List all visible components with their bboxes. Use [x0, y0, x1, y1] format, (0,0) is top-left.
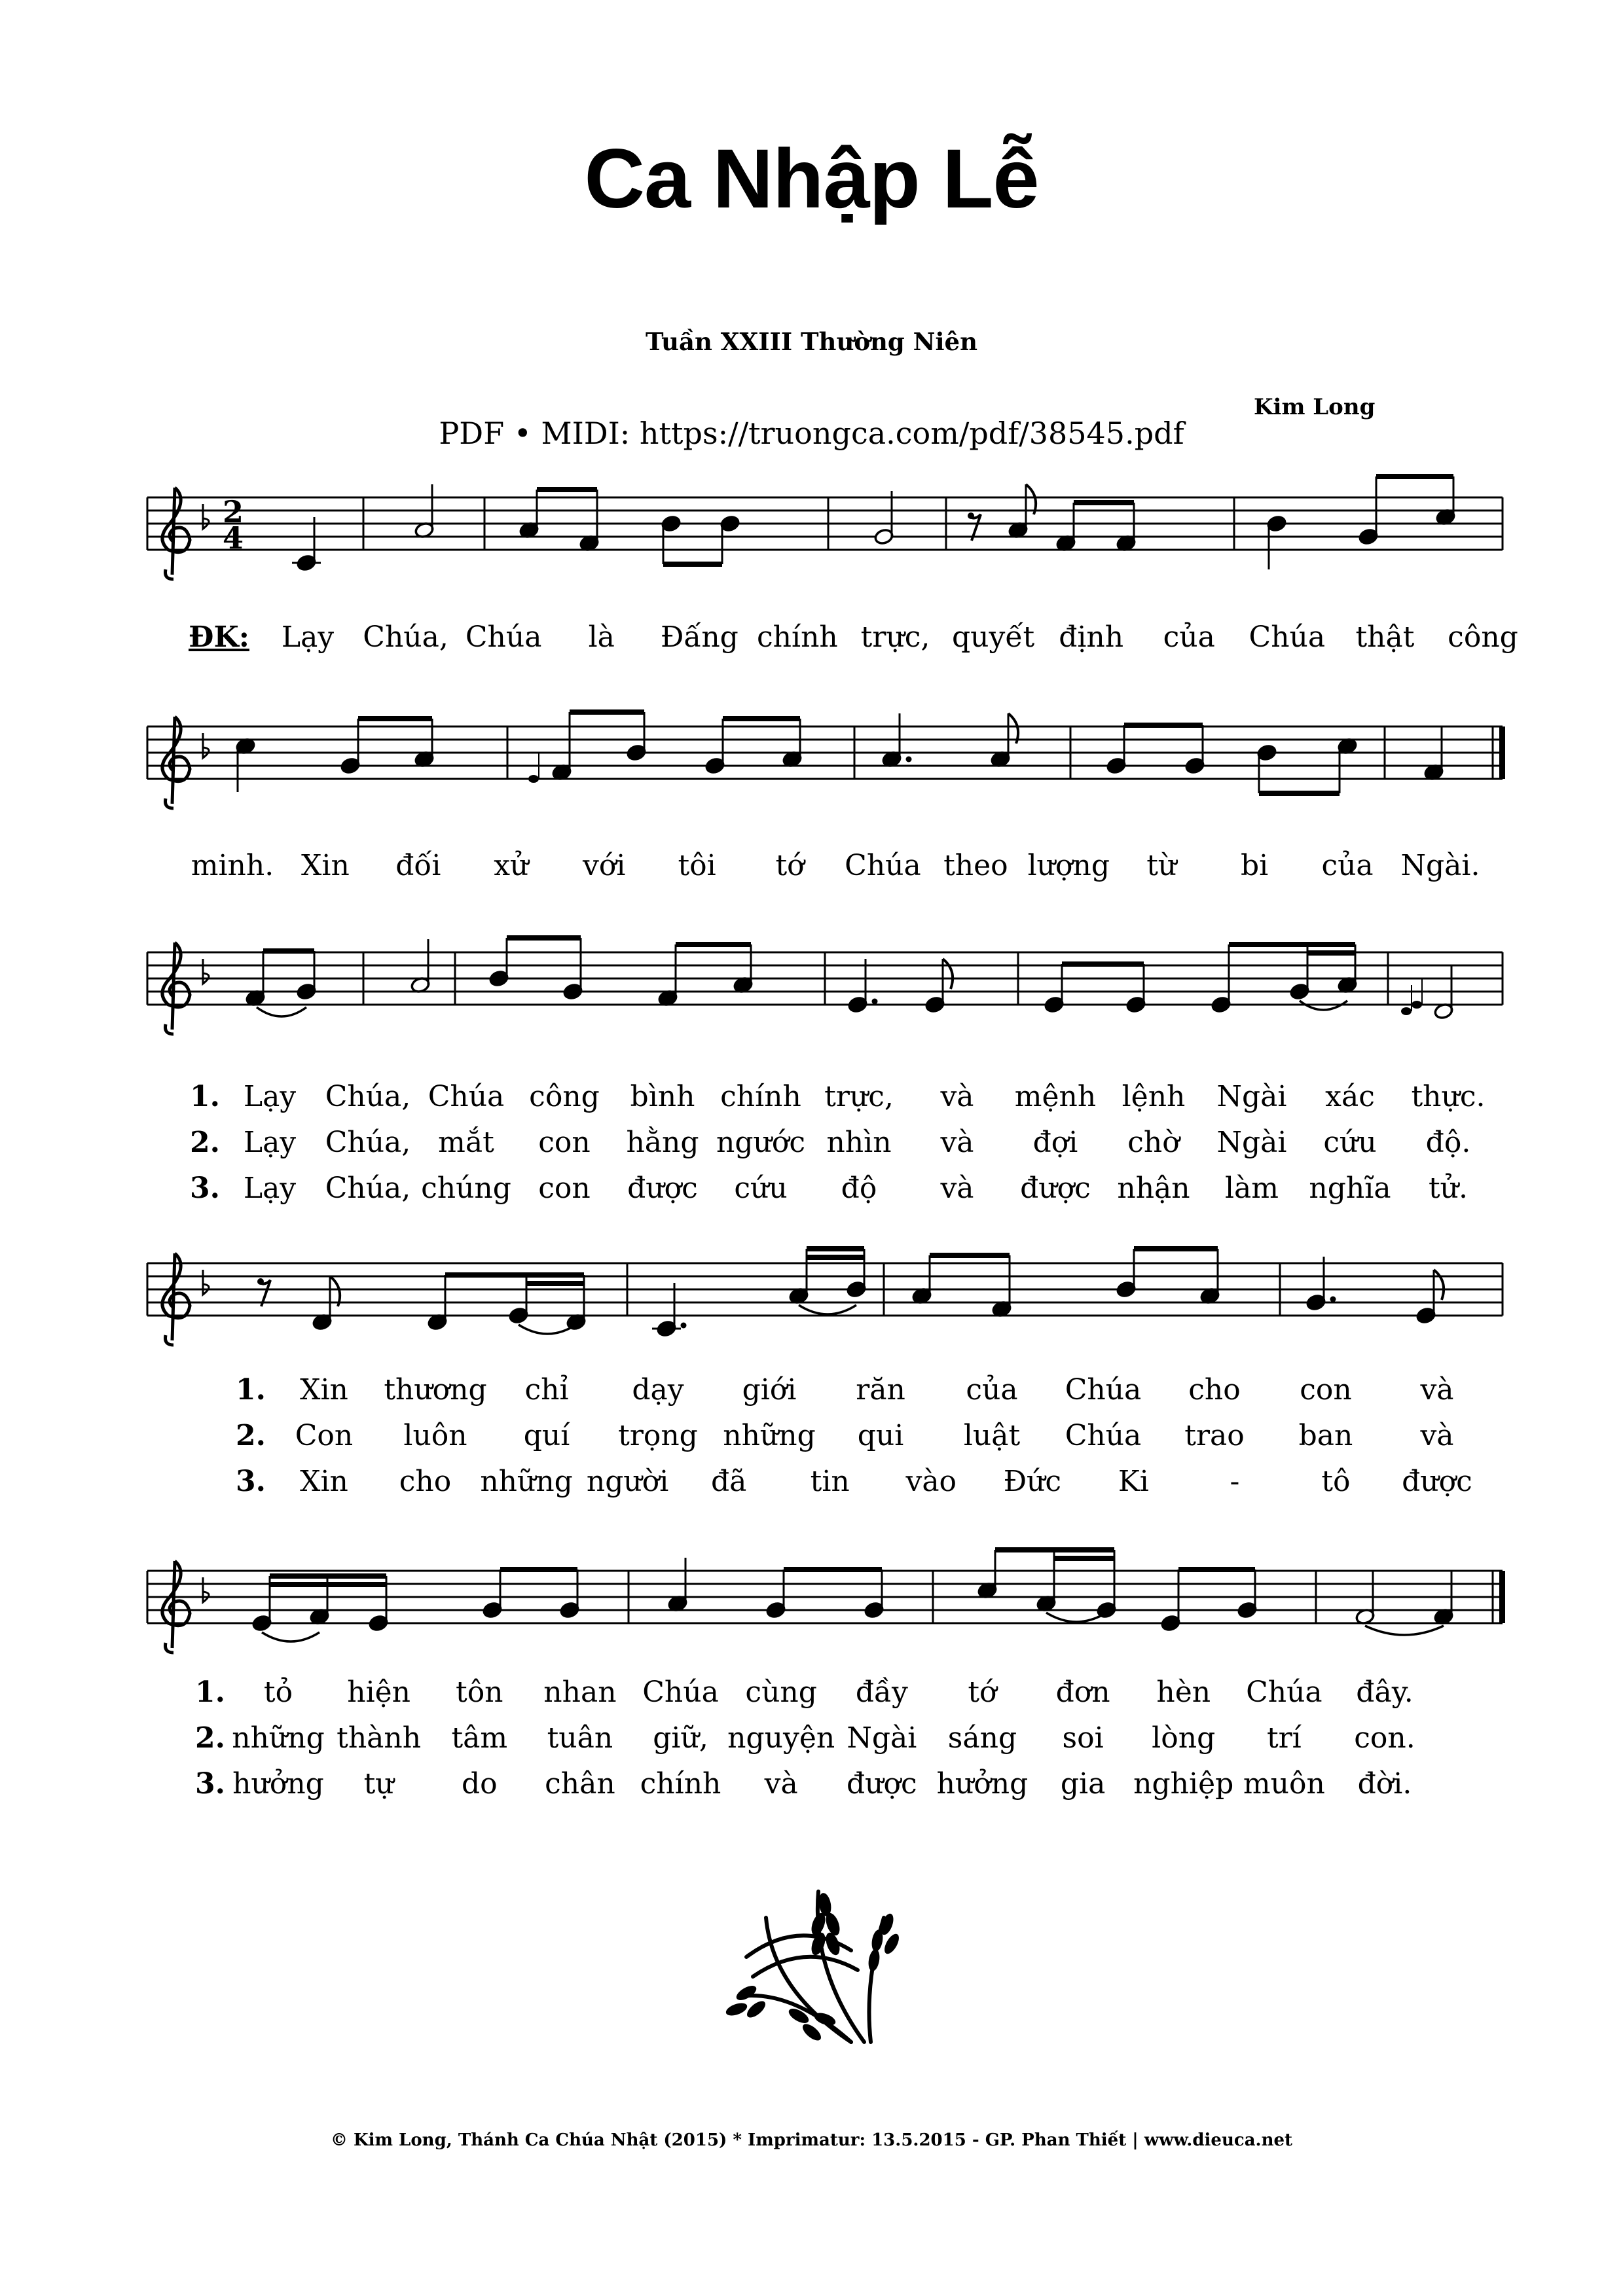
- verse-number: 3.: [236, 1465, 266, 1498]
- lyric-syllable: cho: [1188, 1373, 1241, 1407]
- lyric-syllable: Chúa,: [325, 1080, 411, 1113]
- lyric-syllable: nhan: [543, 1676, 617, 1709]
- slur: [1046, 1613, 1106, 1622]
- lyric-syllable: Xin: [300, 1373, 348, 1407]
- grace-note: [528, 775, 539, 783]
- flat-icon: [203, 504, 209, 529]
- lyric-syllable: và: [764, 1767, 798, 1801]
- lyric-syllable: Chúa: [1246, 1676, 1322, 1709]
- lyric-syllable: Chúa,: [325, 1172, 411, 1205]
- lyric-syllable: hưởng: [936, 1767, 1029, 1801]
- pdf-midi-link[interactable]: PDF • MIDI: https://truongca.com/pdf/38545.pdf: [439, 416, 1184, 451]
- lyric-syllable: chân: [545, 1767, 615, 1801]
- verse-number: 1.: [190, 1080, 220, 1113]
- slur: [257, 1007, 306, 1016]
- lyric-syllable: định: [1059, 620, 1124, 654]
- lyric-syllable: người: [586, 1465, 669, 1498]
- lyric-syllable: vào: [905, 1465, 957, 1498]
- lyric-syllable: nhận: [1117, 1172, 1190, 1205]
- lyric-syllable: tự: [363, 1767, 394, 1801]
- composer: Kim Long: [1254, 394, 1376, 420]
- lyric-syllable: tỏ: [263, 1676, 293, 1709]
- treble-clef-icon: [162, 1253, 190, 1345]
- lyric-syllable: đợi: [1032, 1126, 1078, 1159]
- page-title: Ca Nhập Lễ: [584, 132, 1039, 226]
- lyric-syllable: tuân: [547, 1721, 613, 1755]
- lyric-syllable: Đấng: [660, 620, 739, 654]
- lyric-syllable: cứu: [734, 1172, 788, 1205]
- lyric-syllable: được: [1402, 1465, 1472, 1498]
- lyric-syllable: nghiệp: [1133, 1767, 1234, 1801]
- lyric-syllable: quyết: [952, 620, 1035, 654]
- final-barline: [1499, 1571, 1505, 1623]
- lyric-syllable: tin: [810, 1465, 850, 1498]
- lyric-syllable: tớ: [775, 849, 805, 882]
- subtitle: Tuần XXIII Thường Niên: [646, 327, 977, 356]
- treble-clef-icon: [162, 488, 190, 579]
- lyric-syllable: minh.: [191, 849, 274, 882]
- lyric-syllable: răn: [856, 1373, 905, 1407]
- lyric-syllable: chính: [720, 1080, 801, 1113]
- lyric-syllable: do: [461, 1767, 498, 1801]
- lyric-syllable: Chúa: [428, 1080, 505, 1113]
- time-signature-top: 2: [223, 494, 244, 529]
- refrain-label: ĐK:: [189, 620, 249, 654]
- lyric-syllable: Xin: [300, 1465, 348, 1498]
- staff-system-4: [0, 1224, 1623, 1394]
- staff-system-3: [0, 913, 1623, 1083]
- lyric-syllable: Chúa: [845, 849, 921, 882]
- lyric-syllable: được: [1020, 1172, 1091, 1205]
- lyric-syllable: đầy: [855, 1676, 908, 1709]
- lyric-syllable: tử.: [1428, 1172, 1468, 1205]
- lyric-syllable: được: [846, 1767, 917, 1801]
- lyric-syllable: hèn: [1156, 1676, 1211, 1709]
- lyric-syllable: sáng: [947, 1721, 1017, 1755]
- eighth-rest: [257, 1278, 264, 1285]
- lyric-syllable: bình: [630, 1080, 695, 1113]
- lyric-syllable: đối: [395, 849, 441, 882]
- lyric-syllable: Chúa: [1065, 1373, 1142, 1407]
- slur: [262, 1632, 319, 1641]
- staff-system-2: [0, 687, 1623, 857]
- lyric-syllable: của: [966, 1373, 1018, 1407]
- lyric-syllable: quí: [523, 1419, 570, 1452]
- lyric-syllable: Chúa,: [363, 620, 448, 654]
- lyric-syllable: và: [940, 1080, 974, 1113]
- lyric-syllable: Ki: [1118, 1465, 1149, 1498]
- lyric-syllable: và: [1420, 1419, 1454, 1452]
- verse-number: 2.: [190, 1126, 220, 1159]
- lyric-syllable: ngước: [716, 1126, 805, 1159]
- grace-note: [1412, 1001, 1422, 1009]
- lyric-syllable: và: [1420, 1373, 1454, 1407]
- slur: [799, 1305, 856, 1314]
- lyric-syllable: trọng: [618, 1419, 698, 1452]
- lyric-syllable: Chúa: [1065, 1419, 1142, 1452]
- lyric-syllable: con: [538, 1172, 591, 1205]
- lyric-syllable: chính: [640, 1767, 721, 1801]
- lyric-syllable: Con: [295, 1419, 354, 1452]
- lyric-syllable: chờ: [1127, 1126, 1180, 1159]
- lyric-syllable: luật: [963, 1419, 1021, 1452]
- lyric-syllable: cứu: [1323, 1126, 1377, 1159]
- lyric-syllable: con.: [1354, 1721, 1415, 1755]
- lyric-syllable: thương: [384, 1373, 487, 1407]
- lyric-syllable: con: [538, 1126, 591, 1159]
- lyric-syllable: Xin: [301, 849, 350, 882]
- lyric-syllable: -: [1230, 1465, 1240, 1498]
- verse-number: 3.: [190, 1172, 220, 1205]
- lyric-syllable: những: [480, 1465, 573, 1498]
- lyric-syllable: và: [940, 1172, 974, 1205]
- verse-number: 1.: [236, 1373, 266, 1407]
- lyric-syllable: gia: [1060, 1767, 1106, 1801]
- lyric-syllable: con: [1300, 1373, 1352, 1407]
- flat-icon: [203, 959, 209, 984]
- treble-clef-icon: [162, 942, 190, 1034]
- lyric-syllable: thành: [337, 1721, 422, 1755]
- lyric-syllable: qui: [857, 1419, 904, 1452]
- lyric-syllable: bi: [1241, 849, 1269, 882]
- staff-system-1: [0, 458, 1623, 628]
- lyric-syllable: Lạy: [243, 1172, 297, 1205]
- lyric-syllable: lệnh: [1122, 1080, 1186, 1113]
- lyric-syllable: chỉ: [524, 1373, 569, 1407]
- lyric-syllable: xác: [1325, 1080, 1375, 1113]
- lyric-syllable: dạy: [632, 1373, 684, 1407]
- lyric-syllable: Chúa: [1249, 620, 1326, 654]
- flat-icon: [203, 1577, 209, 1602]
- lyric-syllable: những: [232, 1721, 325, 1755]
- lyric-syllable: trao: [1184, 1419, 1245, 1452]
- lyric-syllable: Lạy: [281, 620, 335, 654]
- augmentation-dot: [872, 999, 878, 1005]
- lyric-syllable: những: [723, 1419, 816, 1452]
- lyric-syllable: Chúa,: [325, 1126, 411, 1159]
- slur: [1365, 1626, 1444, 1635]
- lyric-syllable: làm: [1224, 1172, 1279, 1205]
- wheat-sheaf-icon: [720, 1878, 917, 2062]
- final-barline: [1499, 726, 1505, 779]
- lyric-syllable: đây.: [1356, 1676, 1413, 1709]
- verse-number: 2.: [195, 1721, 225, 1755]
- lyric-syllable: đời.: [1357, 1767, 1412, 1801]
- lyric-syllable: chính: [757, 620, 838, 654]
- lyric-syllable: lòng: [1152, 1721, 1216, 1755]
- treble-clef-icon: [162, 1561, 190, 1653]
- lyric-syllable: thật: [1355, 620, 1415, 654]
- lyric-syllable: độ: [841, 1172, 877, 1205]
- lyric-syllable: là: [588, 620, 615, 654]
- augmentation-dot: [681, 1323, 687, 1329]
- verse-number: 1.: [195, 1676, 225, 1709]
- lyric-syllable: soi: [1062, 1721, 1104, 1755]
- lyric-syllable: Lạy: [243, 1080, 297, 1113]
- lyric-syllable: tô: [1321, 1465, 1351, 1498]
- lyric-syllable: công: [529, 1080, 600, 1113]
- lyric-syllable: hiện: [347, 1676, 411, 1709]
- lyric-syllable: hưởng: [232, 1767, 324, 1801]
- augmentation-dot: [1330, 1297, 1336, 1302]
- lyric-syllable: nghĩa: [1309, 1172, 1391, 1205]
- lyric-syllable: và: [940, 1126, 974, 1159]
- lyric-syllable: trí: [1266, 1721, 1302, 1755]
- lyric-syllable: luôn: [403, 1419, 467, 1452]
- lyric-syllable: cùng: [745, 1676, 817, 1709]
- lyric-syllable: theo: [943, 849, 1008, 882]
- note-flag: [943, 959, 953, 989]
- lyric-syllable: chúng: [421, 1172, 511, 1205]
- treble-clef-icon: [162, 717, 190, 808]
- lyric-syllable: tôi: [678, 849, 716, 882]
- lyric-syllable: xử: [494, 849, 529, 882]
- lyric-syllable: Đức: [1003, 1465, 1062, 1498]
- lyric-syllable: muôn: [1243, 1767, 1325, 1801]
- lyric-syllable: Ngài.: [1400, 849, 1480, 882]
- note-flag: [1434, 1270, 1444, 1300]
- lyric-syllable: đơn: [1055, 1676, 1110, 1709]
- lyric-syllable: nguyện: [727, 1721, 835, 1755]
- lyric-syllable: lượng: [1027, 849, 1110, 882]
- lyric-syllable: mắt: [438, 1126, 494, 1159]
- verse-number: 2.: [236, 1419, 266, 1452]
- lyric-syllable: độ.: [1425, 1126, 1471, 1159]
- lyric-syllable: trực,: [860, 620, 930, 654]
- lyric-syllable: hằng: [626, 1126, 699, 1159]
- lyric-syllable: Ngài: [1216, 1080, 1287, 1113]
- lyric-syllable: Ngài: [847, 1721, 917, 1755]
- lyric-syllable: đã: [710, 1465, 747, 1498]
- lyric-syllable: giới: [742, 1373, 797, 1407]
- eighth-rest: [968, 512, 974, 519]
- grace-note: [1401, 1007, 1412, 1015]
- verse-number: 3.: [195, 1767, 225, 1801]
- augmentation-dot: [906, 757, 912, 762]
- lyric-syllable: ban: [1298, 1419, 1353, 1452]
- lyric-syllable: thực.: [1411, 1080, 1486, 1113]
- footer-credits: © Kim Long, Thánh Ca Chúa Nhật (2015) * Imprimatur: 13.5.2015 - GP. Phan Thiết | www.dieuca.net: [330, 2130, 1293, 2150]
- flat-icon: [203, 1270, 209, 1295]
- lyric-syllable: tôn: [456, 1676, 503, 1709]
- lyric-syllable: Chúa: [465, 620, 542, 654]
- lyric-syllable: của: [1321, 849, 1374, 882]
- lyric-syllable: từ: [1146, 849, 1177, 882]
- lyric-syllable: được: [627, 1172, 698, 1205]
- lyric-syllable: nhìn: [826, 1126, 892, 1159]
- lyric-syllable: cho: [399, 1465, 452, 1498]
- lyric-syllable: của: [1163, 620, 1215, 654]
- lyric-syllable: Chúa: [642, 1676, 719, 1709]
- lyric-syllable: Lạy: [243, 1126, 297, 1159]
- lyric-syllable: tâm: [451, 1721, 508, 1755]
- lyric-syllable: công: [1448, 620, 1518, 654]
- lyric-syllable: Ngài: [1216, 1126, 1287, 1159]
- flat-icon: [203, 733, 209, 758]
- lyric-syllable: mệnh: [1014, 1080, 1097, 1113]
- lyric-syllable: giữ,: [653, 1721, 708, 1755]
- lyric-syllable: tớ: [968, 1676, 997, 1709]
- time-signature-bottom: 4: [223, 520, 244, 556]
- lyric-syllable: với: [582, 849, 626, 882]
- lyric-syllable: trực,: [824, 1080, 894, 1113]
